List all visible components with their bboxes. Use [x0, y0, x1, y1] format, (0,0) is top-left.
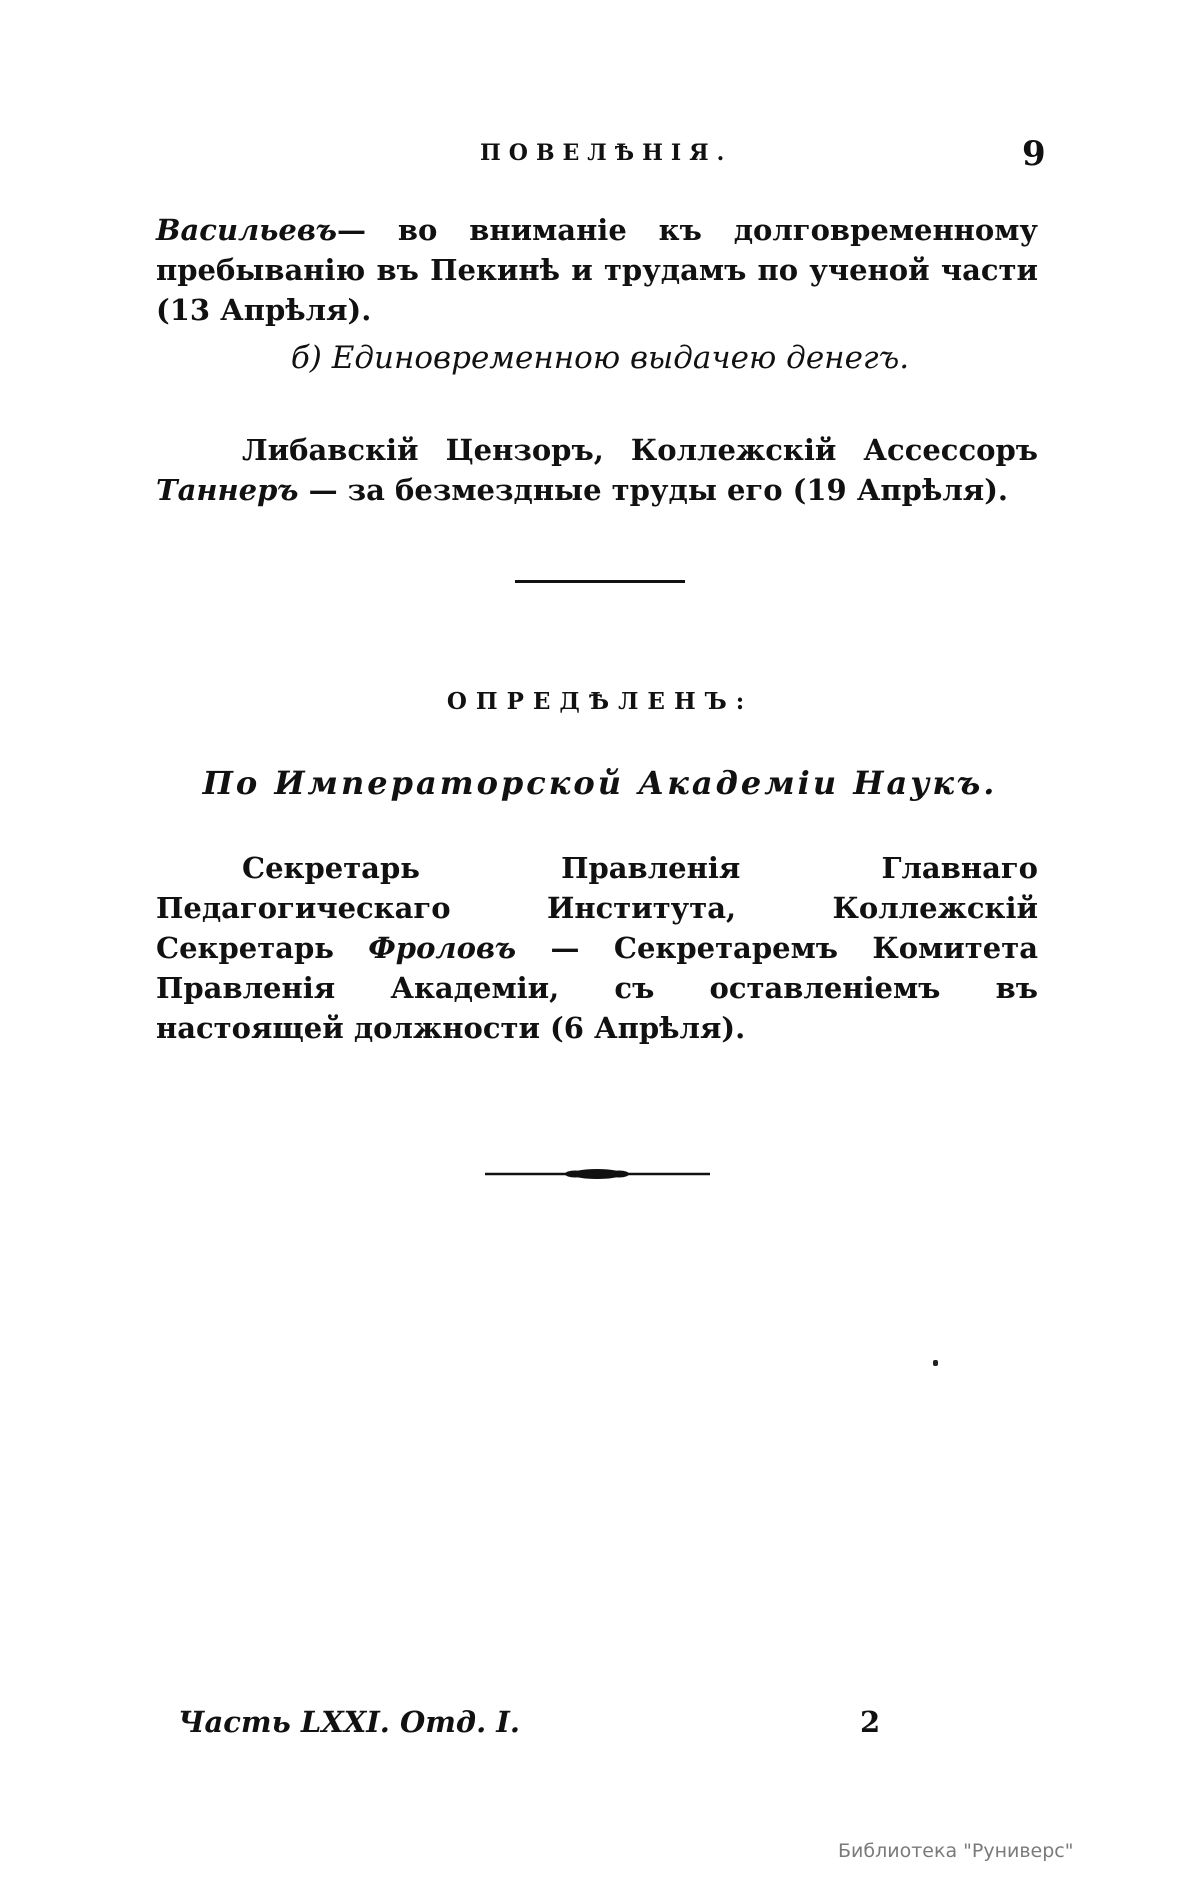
paragraph-vasiliev-text: — во вниманіе къ долговременному пребыванію въ Пекинѣ и трудамъ по ученой части (13 Апрѣля). [156, 213, 1038, 327]
paragraph-frolov-before: Секретарь Правленія Главнаго Педагогическаго Института, Коллежскій Секретарь [156, 851, 1038, 965]
paragraph-tanner [156, 430, 1038, 510]
paragraph-frolov [156, 848, 1038, 1048]
library-watermark: Библиотека "Руниверс" [838, 1840, 1074, 1862]
page-number: 9 [1022, 134, 1046, 174]
academy-heading: По Императорской Академіи Наукъ. [202, 764, 998, 802]
footer-signature-mark: 2 [860, 1705, 881, 1739]
paragraph-vasiliev [156, 210, 1038, 330]
paragraph-tanner-before: Либавскій Цензоръ, Коллежскій Ассессоръ [242, 433, 1038, 467]
running-title: ПОВЕЛѢНІЯ. [480, 140, 733, 166]
ornamental-divider [485, 1164, 710, 1184]
name-frolov: Фроловъ [368, 931, 517, 965]
footer-part-reference: Часть LXXI. Отд. I. [178, 1705, 520, 1739]
section-title-appointed: ОПРЕДѢЛЕНЪ: [446, 688, 754, 715]
subheading-one-time-payment: б) Единовременною выдачею денегъ. [290, 340, 910, 376]
name-tanner: Таннеръ [156, 473, 299, 507]
ink-speck [933, 1360, 938, 1366]
name-vasiliev: Васильевъ [156, 213, 337, 247]
paragraph-frolov-after: — Секретаремъ Комитета Правленія Академіи, съ оставленіемъ въ настоящей должности (6 Апрѣля). [156, 931, 1038, 1045]
section-divider-rule [515, 580, 685, 583]
paragraph-tanner-after: — за безмездные труды его (19 Апрѣля). [298, 473, 1009, 507]
